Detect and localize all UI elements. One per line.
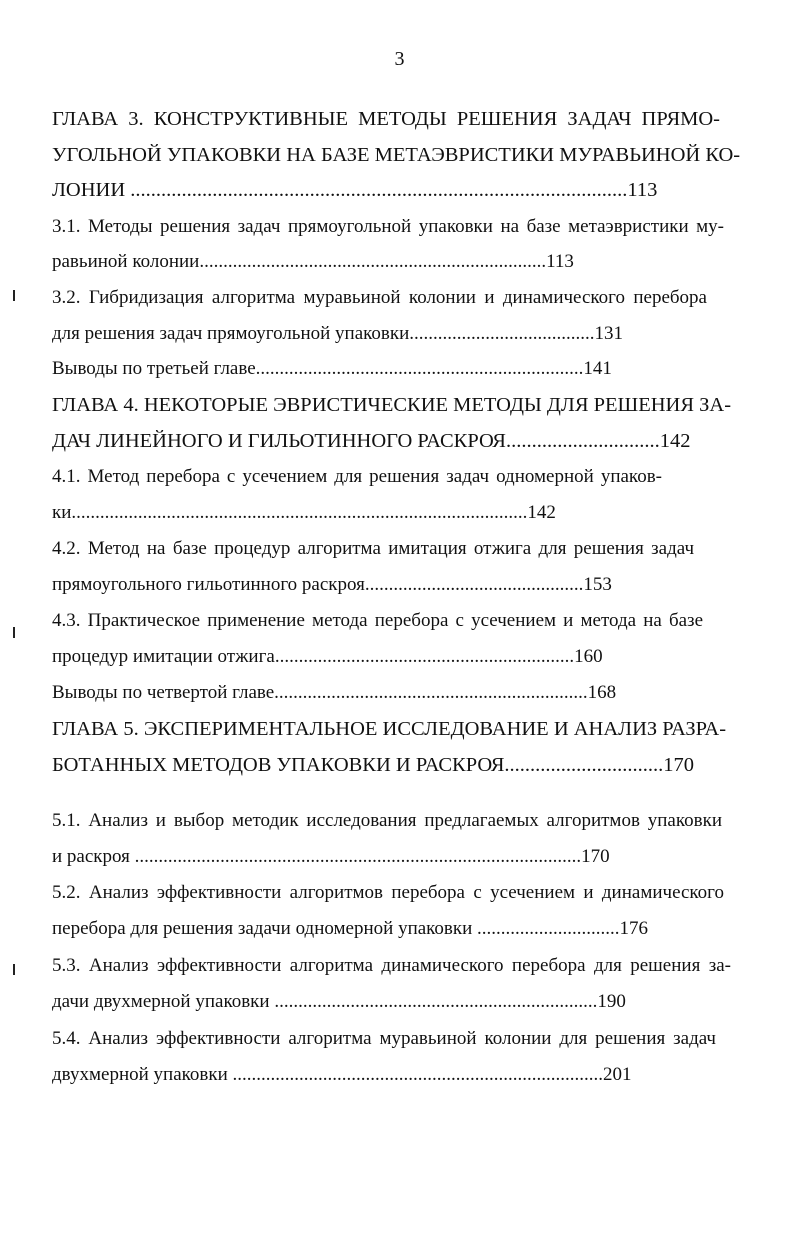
toc-line: для решения задач прямоугольной упаковки.......................................131 <box>52 323 624 344</box>
toc-line: дачи двухмерной упаковки ....................................................................190 <box>52 991 626 1012</box>
toc-line: двухмерной упаковки ..............................................................................201 <box>52 1064 632 1085</box>
toc-line: ЛОНИИ .................................................................................................113 <box>52 179 658 201</box>
toc-line: Выводы по четвертой главе..................................................................168 <box>52 682 617 703</box>
toc-line: 4.2. Метод на базе процедур алгоритма имитация отжига для решения задач <box>52 538 694 559</box>
toc-line: перебора для решения задачи одномерной упаковки ..............................176 <box>52 918 649 939</box>
toc-line: равьиной колонии.........................................................................113 <box>52 251 574 272</box>
toc-line: и раскроя ..............................................................................................170 <box>52 846 610 867</box>
toc-line: ДАЧ ЛИНЕЙНОГО И ГИЛЬОТИННОГО РАСКРОЯ..............................142 <box>52 430 691 452</box>
toc-line: 4.3. Практическое применение метода перебора с усечением и метода на базе <box>52 610 703 631</box>
toc-line: 5.4. Анализ эффективности алгоритма муравьиной колонии для решения задач <box>52 1028 716 1049</box>
toc-line: 5.1. Анализ и выбор методик исследования предлагаемых алгоритмов упаковки <box>52 810 722 831</box>
toc-line: ки................................................................................................142 <box>52 502 556 523</box>
toc-line: БОТАННЫХ МЕТОДОВ УПАКОВКИ И РАСКРОЯ...............................170 <box>52 754 695 776</box>
toc-line: 5.2. Анализ эффективности алгоритмов перебора с усечением и динамического <box>52 882 724 903</box>
toc-line: УГОЛЬНОЙ УПАКОВКИ НА БАЗЕ МЕТАЭВРИСТИКИ МУРАВЬИНОЙ КО- <box>52 144 741 166</box>
scan-mark <box>13 627 15 638</box>
toc-line: 4.1. Метод перебора с усечением для решения задач одномерной упаков- <box>52 466 662 487</box>
toc-line: прямоугольного гильотинного раскроя..............................................153 <box>52 574 612 595</box>
toc-line: ГЛАВА 3. КОНСТРУКТИВНЫЕ МЕТОДЫ РЕШЕНИЯ ЗАДАЧ ПРЯМО- <box>52 108 720 130</box>
toc-line: процедур имитации отжига...............................................................160 <box>52 646 603 667</box>
toc-line: 3.2. Гибридизация алгоритма муравьиной колонии и динамического перебора <box>52 287 707 308</box>
toc-line: 5.3. Анализ эффективности алгоритма динамического перебора для решения за- <box>52 955 731 976</box>
toc-line: ГЛАВА 5. ЭКСПЕРИМЕНТАЛЬНОЕ ИССЛЕДОВАНИЕ И АНАЛИЗ РАЗРА- <box>52 718 727 740</box>
toc-line: 3.1. Методы решения задач прямоугольной упаковки на базе метаэвристики му- <box>52 216 724 237</box>
page-number: 3 <box>394 48 405 70</box>
toc-line: Выводы по третьей главе.....................................................................141 <box>52 358 612 379</box>
scan-mark <box>13 964 15 975</box>
scan-mark <box>13 290 15 301</box>
toc-line: ГЛАВА 4. НЕКОТОРЫЕ ЭВРИСТИЧЕСКИЕ МЕТОДЫ ДЛЯ РЕШЕНИЯ ЗА- <box>52 394 732 416</box>
